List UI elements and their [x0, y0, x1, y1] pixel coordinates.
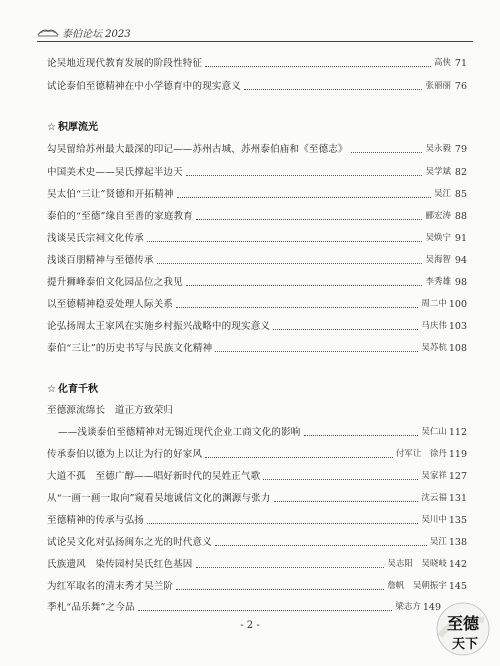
toc-entry[interactable]	[47, 209, 467, 223]
logo-text-bottom: 天下	[451, 637, 479, 652]
star-icon: ☆	[47, 384, 56, 395]
toc-entry-author: 吴江	[429, 537, 447, 547]
toc-entry-page: 71	[454, 58, 467, 69]
toc-entry[interactable]	[47, 56, 467, 70]
toc-entry[interactable]	[47, 187, 467, 201]
toc-entry-page: 149	[422, 602, 441, 613]
toc-entry[interactable]	[47, 253, 467, 267]
star-icon: ☆	[47, 122, 56, 133]
dot-leader	[215, 351, 418, 352]
toc-entry-intro[interactable]	[47, 403, 467, 417]
dot-leader	[273, 329, 418, 330]
toc-entry-page: 98	[454, 277, 467, 288]
section-heading	[47, 380, 98, 394]
toc-entry-title: 吴太伯“三让”贤德和开拓精神	[47, 189, 174, 200]
toc-entry-author: 周二中	[421, 299, 447, 309]
toc-entry-page: 76	[454, 81, 467, 92]
toc-entry[interactable]	[47, 513, 467, 527]
toc-entry-author: 吴学斌	[425, 167, 451, 177]
toc-entry-author: 高侠	[433, 58, 451, 68]
toc-entry-author: 吴江	[433, 189, 451, 199]
section-heading-text: 化育千秋	[57, 384, 98, 395]
toc-entry-author: 李秀雄	[425, 277, 451, 287]
toc-entry-author: 吴志阳 吴晓岐	[387, 559, 447, 569]
toc-entry-page: 119	[448, 449, 467, 460]
toc-entry-title: 中国美术史——吴氏撑起半边天	[47, 167, 183, 178]
toc-entry[interactable]	[47, 231, 467, 245]
book-icon	[37, 27, 59, 37]
toc-entry-title: 论弘扬周太王家风在实施乡村振兴战略中的现实意义	[47, 321, 271, 332]
zhide-tianxia-logo	[434, 598, 492, 658]
toc-entry-page: 108	[448, 343, 467, 354]
toc-entry[interactable]	[47, 469, 467, 483]
toc-entry[interactable]	[47, 319, 467, 333]
page-number: - 2 -	[240, 620, 260, 631]
toc-entry-title: 至德源流绵长 道正方致荣归	[47, 405, 174, 416]
toc-entry-title: 提升狮峰泰伯文化园品位之我见	[47, 277, 183, 288]
toc-entry-page: 138	[448, 537, 467, 548]
toc-entry[interactable]	[47, 447, 467, 461]
toc-entry-page: 79	[454, 144, 467, 155]
toc-entry-author: 张丽丽	[425, 81, 451, 91]
toc-entry-author: 梁志方	[395, 602, 421, 612]
toc-entry-title: 传承泰伯以德为上以让为行的好家风	[47, 449, 203, 460]
section-heading-text: 积厚流光	[57, 122, 98, 133]
toc-entry-title: 从“一画一画一取向”窥看吴地诚信文化的渊源与张力	[47, 493, 271, 504]
toc-entry-page: 91	[454, 233, 467, 244]
toc-entry-title: 泰伯“三让”的历史书写与民族文化精神	[47, 343, 213, 354]
toc-entry-title: 试论泰伯至德精神在中小学德育中的现实意义	[47, 81, 242, 92]
dot-leader	[215, 545, 427, 546]
toc-entry[interactable]	[47, 600, 441, 614]
header-rule	[37, 41, 473, 42]
toc-entry-author: 付军让 徐丹	[395, 449, 447, 459]
page-header	[37, 24, 473, 40]
toc-entry-author: 吴家祥	[421, 471, 447, 481]
toc-entry-page: 145	[448, 581, 467, 592]
dot-leader	[196, 219, 423, 220]
dot-leader	[274, 501, 419, 502]
toc-entry[interactable]	[47, 165, 467, 179]
toc-entry[interactable]	[47, 557, 467, 571]
toc-entry-author: 詹帆 吴朝振宇	[387, 581, 447, 591]
toc-entry-page: 131	[448, 493, 467, 504]
toc-entry-title: 至德精神的传承与弘扬	[47, 515, 145, 526]
toc-entry-page: 103	[448, 321, 467, 332]
dot-leader	[176, 589, 384, 590]
toc-entry[interactable]	[47, 535, 467, 549]
dot-leader	[186, 175, 423, 176]
dot-leader	[177, 197, 431, 198]
logo-text-top: 至德	[446, 614, 480, 633]
toc-entry-page: 82	[454, 167, 467, 178]
dot-leader	[186, 285, 423, 286]
toc-entry-author: 吴永毅	[425, 144, 451, 154]
header-title: 泰伯论坛 2023	[62, 29, 131, 40]
section-heading	[47, 118, 98, 132]
toc-entry-title: 大道不孤 至德广醇——唱好新时代的吴姓正气歌	[47, 471, 261, 482]
dot-leader	[138, 610, 393, 611]
dot-leader	[205, 66, 431, 67]
toc-entry-author: 马庆伟	[421, 321, 447, 331]
dot-leader	[263, 479, 418, 480]
toc-entry-title: ——浅谈泰伯至德精神对无锡近现代企业工商文化的影响	[58, 427, 301, 438]
toc-entry[interactable]	[47, 275, 467, 289]
toc-entry-author: 郦宏涛	[425, 211, 451, 221]
toc-entry-title: 泰伯的“至德”缘自至善的家庭教育	[47, 211, 193, 222]
toc-entry-title: 论吴地近现代教育发展的阶段性特征	[47, 58, 203, 69]
toc-entry-author: 沈云福	[421, 493, 447, 503]
toc-entry-page: 135	[448, 515, 467, 526]
toc-entry-author: 吴川中	[421, 515, 447, 525]
toc-entry-author: 吴苏杭	[421, 343, 447, 353]
toc-entry[interactable]	[47, 341, 467, 355]
toc-entry-title: 为红军取名的清末秀才吴兰阶	[47, 581, 174, 592]
dot-leader	[157, 263, 423, 264]
toc-entry-page: 142	[448, 559, 467, 570]
dot-leader	[351, 152, 423, 153]
toc-entry-title: 浅谈吴氏宗祠文化传承	[47, 233, 145, 244]
toc-entry[interactable]	[47, 491, 467, 505]
toc-entry[interactable]	[58, 425, 467, 439]
toc-entry[interactable]	[47, 142, 467, 156]
dot-leader	[244, 89, 422, 90]
toc-entry[interactable]	[47, 297, 467, 311]
toc-entry-title: 氏族遗风 染传园村吴氏红色基因	[47, 559, 193, 570]
toc-entry-author: 吴海智	[425, 255, 451, 265]
dot-leader	[147, 241, 422, 242]
toc-entry[interactable]	[47, 79, 467, 93]
toc-entry-title: 季札“品乐舞”之今品	[47, 602, 135, 613]
dot-leader	[147, 523, 418, 524]
toc-entry-page: 85	[454, 189, 467, 200]
dot-leader	[176, 307, 418, 308]
toc-entry-author: 吴仁山	[421, 427, 447, 437]
toc-entry-page: 100	[448, 299, 467, 310]
toc-entry-page: 88	[454, 211, 467, 222]
toc-entry[interactable]	[47, 579, 467, 593]
toc-entry-author: 吴焕宁	[425, 233, 451, 243]
dot-leader	[205, 457, 393, 458]
toc-entry-page: 112	[448, 427, 467, 438]
toc-entry-title: 试论吴文化对弘扬闽东之光的时代意义	[47, 537, 212, 548]
dot-leader	[196, 567, 385, 568]
toc-entry-page: 94	[454, 255, 467, 266]
toc-entry-title: 勾吴留给苏州最大最深的印记——苏州古城、苏州泰伯庙和《至德志》	[47, 144, 348, 155]
dot-leader	[304, 435, 419, 436]
toc-entry-title: 浅谈百朋精神与至德传承	[47, 255, 154, 266]
toc-entry-page: 127	[448, 471, 467, 482]
toc-entry-title: 以至德精神稳妥处理人际关系	[47, 299, 174, 310]
